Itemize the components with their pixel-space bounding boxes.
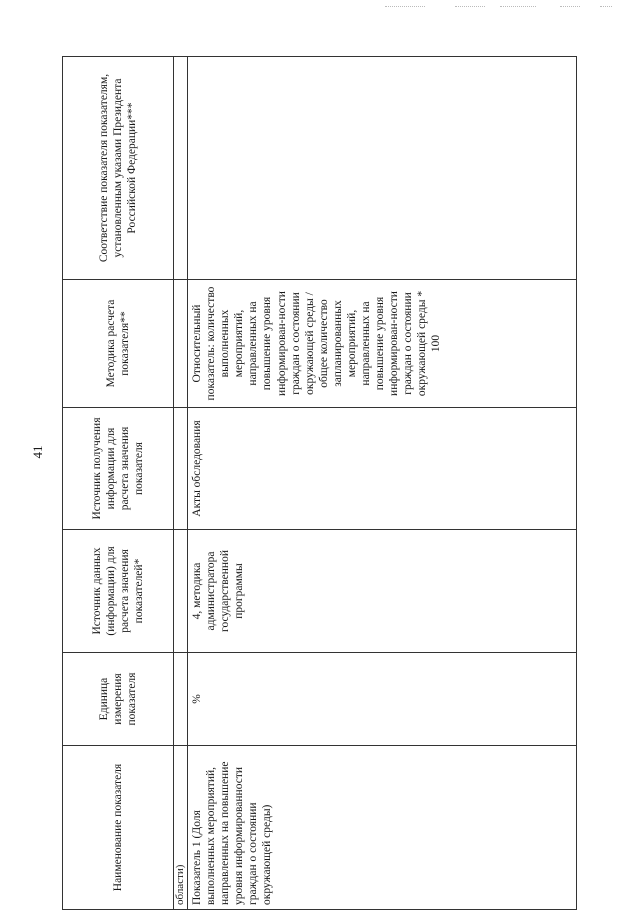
page-number: 41 (30, 445, 45, 459)
region-cell: области) (174, 746, 188, 910)
data-source-cell: 4, методика администратора государственной программы (188, 530, 577, 653)
empty-cell (174, 653, 188, 746)
empty-cell (174, 530, 188, 653)
info-source-cell: Акты обследования (188, 408, 577, 530)
indicator-table-frame (62, 57, 577, 910)
header-decree-match: Соответствие показателя показателям, установленным указами Президента Российской Федерации*** (63, 57, 174, 280)
header-indicator-name: Наименование показателя (63, 746, 174, 910)
header-info-source: Источник получения информации для расчета значения показателя (63, 408, 174, 530)
scan-artifact (500, 6, 536, 7)
table-header-row (63, 57, 174, 910)
scan-artifact (600, 6, 612, 7)
unit-cell: % (188, 653, 577, 746)
header-data-source: Источник данных (информации) для расчета значения показателей* (63, 530, 174, 653)
empty-cell (174, 280, 188, 408)
scan-artifact (560, 6, 580, 7)
method-cell: Относительный показатель: количество выполненных мероприятий, направленных на повышение уровня информирован-ности граждан о состоянии окружающей среды / общее количество запланированных мероприятий, направленных на повышение уровня информирован-ности граждан о состоянии окружающей среды * 100 (188, 280, 577, 408)
header-method: Методика расчета показателя** (63, 280, 174, 408)
header-unit: Единица измерения показателя (63, 653, 174, 746)
table-row (174, 57, 188, 910)
decree-match-cell (188, 57, 577, 280)
indicator-table (62, 56, 577, 910)
empty-cell (174, 57, 188, 280)
indicator-name-cell: Показатель 1 (Доля выполненных мероприятий, направленных на повышение уровня информированности граждан о состоянии окружающей среды) (188, 746, 577, 910)
scan-artifact (385, 6, 425, 7)
empty-cell (174, 408, 188, 530)
scan-artifact (455, 6, 485, 7)
table-row (188, 57, 577, 910)
